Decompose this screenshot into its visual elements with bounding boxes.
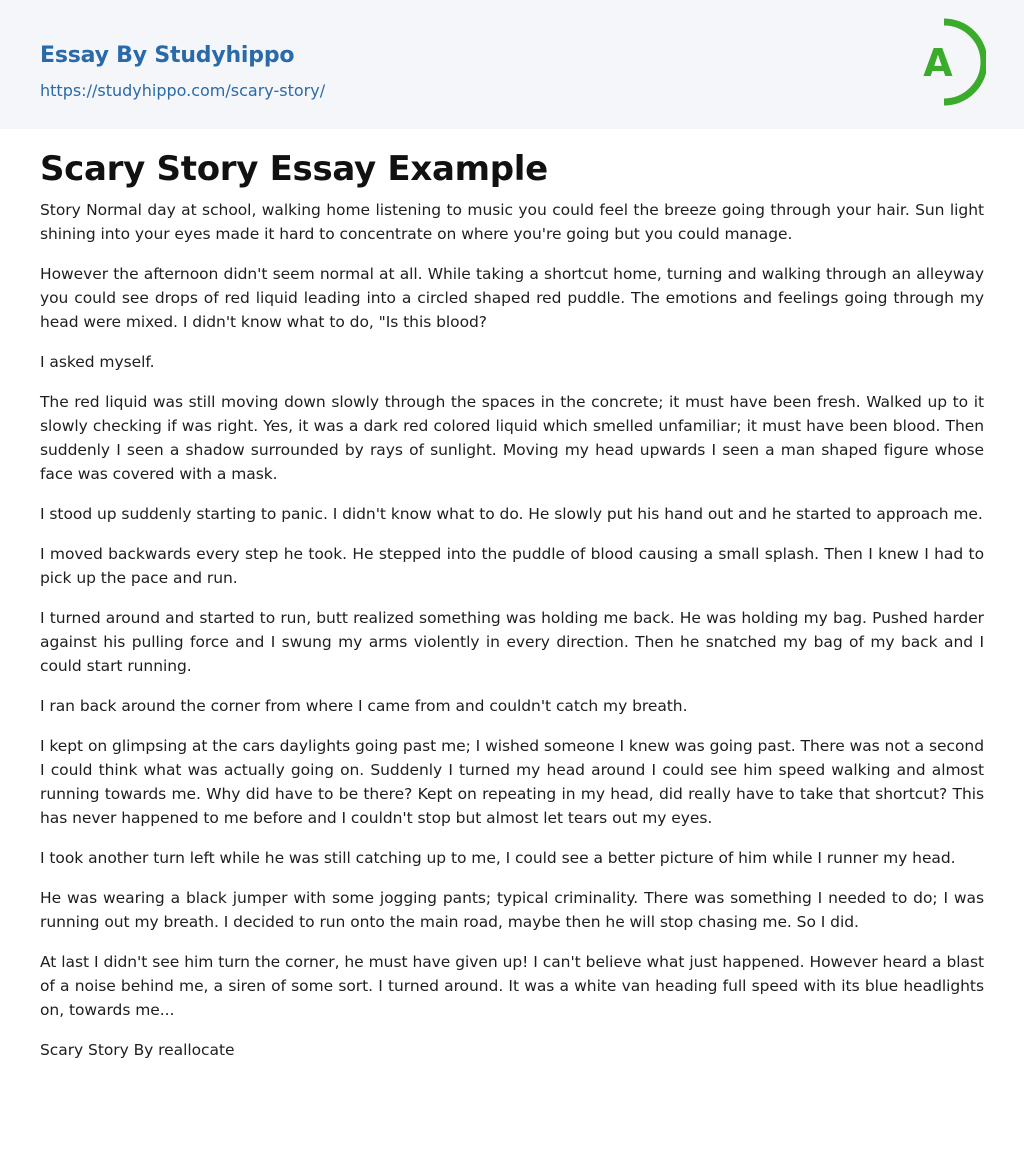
essay-content	[0, 149, 1024, 1062]
essay-paragraph: However the afternoon didn't seem normal at all. While taking a shortcut home, turning and walking through an alleyway you could see drops of red liquid leading into a circled shaped red puddle. The emotions and feelings going through my head were mixed. I didn't know what to do, "Is this blood?	[40, 265, 984, 331]
essay-paragraph: I asked myself.	[40, 353, 155, 371]
essay-paragraph: I ran back around the corner from where I came from and couldn't catch my breath.	[40, 697, 688, 715]
essay-paragraph: He was wearing a black jumper with some jogging pants; typical criminality. There was something I needed to do; I was running out my breath. I decided to run onto the main road, maybe then he will stop chasing me. So I did.	[40, 889, 984, 931]
studyhippo-a-logo-icon	[914, 18, 986, 106]
site-header	[0, 0, 1024, 129]
essay-paragraph: I turned around and started to run, butt realized something was holding me back. He was holding my bag. Pushed harder against his pulling force and I swung my arms violently in every direction. Then he snatched my bag of my back and I could start running.	[40, 609, 984, 675]
essay-paragraph: I moved backwards every step he took. He stepped into the puddle of blood causing a small splash. Then I knew I had to pick up the pace and run.	[40, 545, 984, 587]
brand-title: Essay By Studyhippo	[40, 43, 295, 68]
essay-paragraph: The red liquid was still moving down slowly through the spaces in the concrete; it must have been fresh. Walked up to it slowly checking if was right. Yes, it was a dark red colored liquid which smelled unfamiliar; it must have been blood. Then suddenly I seen a shadow surrounded by rays of sunlight. Moving my head upwards I seen a man shaped figure whose face was covered with a mask.	[40, 393, 984, 483]
essay-paragraph: At last I didn't see him turn the corner, he must have given up! I can't believe what just happened. However heard a blast of a noise behind me, a siren of some sort. I turned around. It was a white van heading full speed with its blue headlights on, towards me...	[40, 953, 984, 1019]
essay-paragraph: I stood up suddenly starting to panic. I didn't know what to do. He slowly put his hand out and he started to approach me.	[40, 505, 983, 523]
essay-paragraph: I kept on glimpsing at the cars daylights going past me; I wished someone I knew was going past. There was not a second I could think what was actually going on. Suddenly I turned my head around I could see him speed walking and almost running towards me. Why did have to be there? Kept on repeating in my head, did really have to take that shortcut? This has never happened to me before and I couldn't stop but almost let tears out my eyes.	[40, 737, 984, 827]
essay-paragraph: I took another turn left while he was still catching up to me, I could see a better picture of him while I runner my head.	[40, 849, 956, 867]
essay-byline: Scary Story By reallocate	[40, 1041, 235, 1059]
page-title: Scary Story Essay Example	[40, 149, 548, 189]
logo-letter: A	[923, 41, 953, 85]
source-url-link[interactable]: https://studyhippo.com/scary-story/	[40, 81, 326, 100]
essay-paragraph: Story Normal day at school, walking home listening to music you could feel the breeze going through your hair. Sun light shining into your eyes made it hard to concentrate on where you're going but you could manage.	[40, 201, 984, 243]
